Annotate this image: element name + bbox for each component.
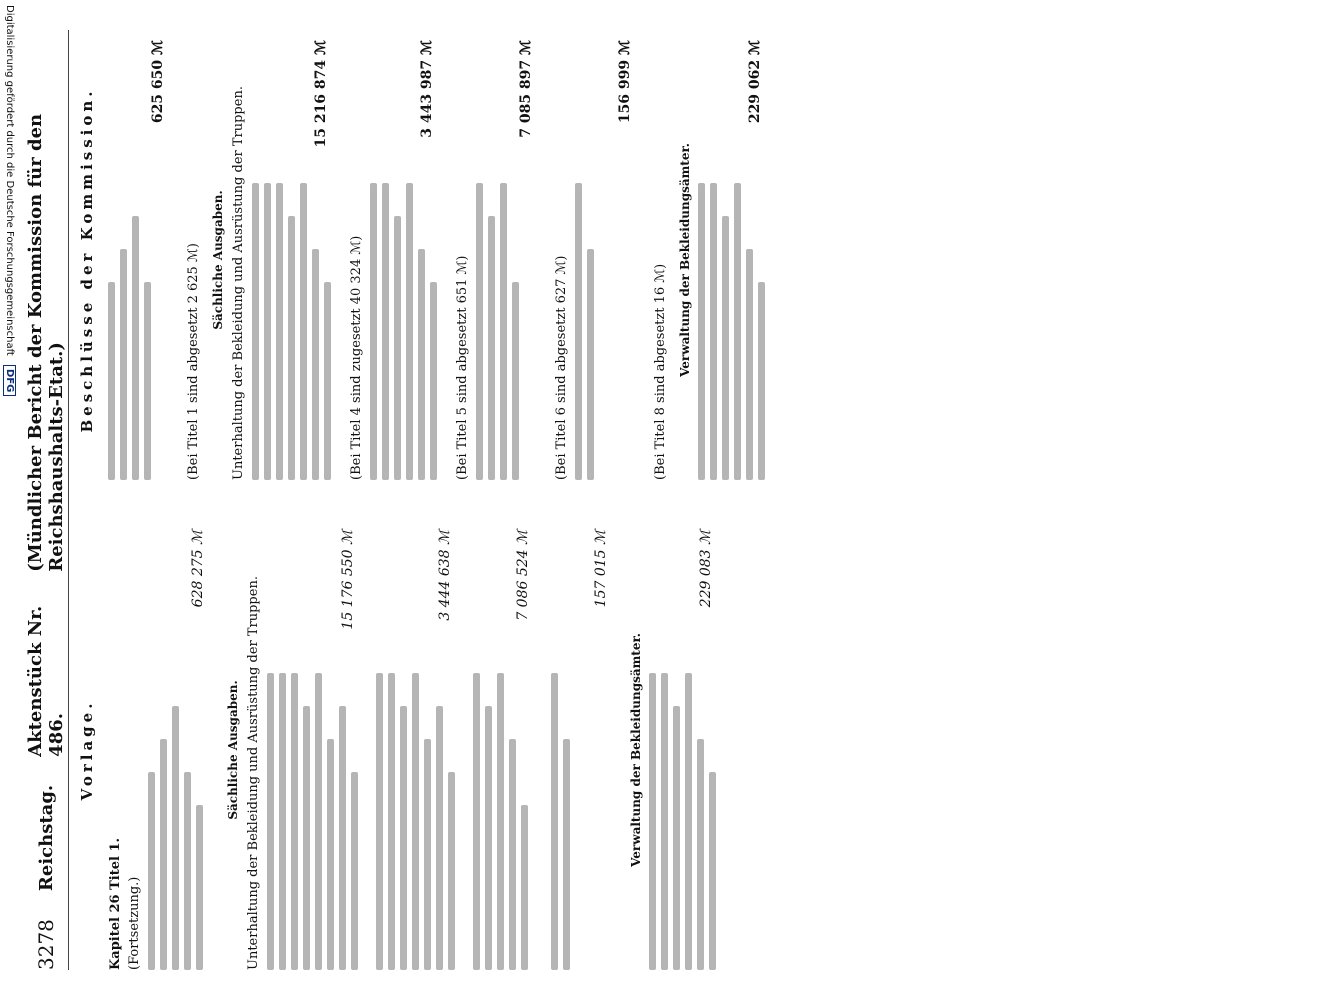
column-beschluesse xyxy=(78,40,783,480)
text-placeholder xyxy=(376,640,455,970)
change-note: (Bei Titel 8 sind abgesetzt 16 ℳ) xyxy=(653,263,668,480)
text-placeholder xyxy=(551,640,570,970)
chapter-line: Kapitel 26 Titel 1. xyxy=(108,837,123,970)
subsection-heading: Unterhaltung der Bekleidung und Ausrüstung der Truppen. xyxy=(231,86,246,480)
column-heading: Beschlüsse der Kommission. xyxy=(78,87,96,433)
entry-summe-titel-1 xyxy=(148,530,208,970)
amount: 3 443 987 ℳ xyxy=(419,40,435,138)
amount: 229 062 ℳ xyxy=(747,40,763,124)
entry-titel-9 xyxy=(698,40,765,480)
entry-titel-6 xyxy=(476,40,536,480)
section-heading: Verwaltung der Bekleidungsämter. xyxy=(678,143,692,377)
digitization-credit xyxy=(3,5,16,396)
entry-titel-4 xyxy=(267,530,358,970)
page-number: 3278 xyxy=(34,919,58,970)
text-placeholder xyxy=(370,150,437,480)
change-note: (Bei Titel 6 sind abgesetzt 627 ℳ) xyxy=(554,255,569,480)
entry-summe-titel-1 xyxy=(108,40,168,480)
entry-titel-5 xyxy=(370,40,437,480)
entry-titel-4 xyxy=(252,40,331,480)
amount: 625 650 ℳ xyxy=(150,40,166,124)
change-note: (Bei Titel 5 sind abgesetzt 651 ℳ) xyxy=(455,255,470,480)
change-note: (Bei Titel 1 sind abgesetzt 2 625 ℳ) xyxy=(186,243,201,480)
text-placeholder xyxy=(476,150,519,480)
section-heading: Sächliche Ausgaben. xyxy=(226,680,240,820)
digitization-note: Digitalisierung gefördert durch die Deutsche Forschungsgemeinschaft xyxy=(4,5,15,356)
text-placeholder xyxy=(698,150,765,480)
subsection-heading: Unterhaltung der Bekleidung und Ausrüstung der Truppen. xyxy=(246,576,261,970)
header-rule xyxy=(68,30,69,970)
entry-titel-6 xyxy=(473,530,533,970)
text-placeholder xyxy=(473,640,528,970)
entry-titel-8 xyxy=(551,530,611,970)
column-heading: Vorlage. xyxy=(78,699,96,801)
page-header xyxy=(25,30,67,970)
chapter-note: (Fortsetzung.) xyxy=(127,876,142,970)
document-subject: (Mündlicher Bericht der Kommission für den Reichshaushalts-Etat.) xyxy=(25,113,67,572)
amount: 15 176 550 ℳ xyxy=(340,530,356,630)
text-placeholder xyxy=(575,150,594,480)
amount: 15 216 874 ℳ xyxy=(313,40,329,148)
text-placeholder xyxy=(108,150,151,480)
dfg-logo: DFG xyxy=(3,365,16,396)
text-placeholder xyxy=(148,640,203,970)
publication-title: Reichstag. xyxy=(35,784,57,892)
text-placeholder xyxy=(252,150,331,480)
entry-titel-9 xyxy=(649,530,716,970)
amount: 3 444 638 ℳ xyxy=(437,530,453,621)
document-number: Aktenstück Nr. 486. xyxy=(25,605,67,757)
text-placeholder xyxy=(267,640,358,970)
text-placeholder xyxy=(649,640,716,970)
amount: 7 085 897 ℳ xyxy=(518,40,534,138)
entry-titel-8 xyxy=(575,40,635,480)
amount: 229 083 ℳ xyxy=(698,530,714,608)
amount: 628 275 ℳ xyxy=(190,530,206,608)
section-heading: Sächliche Ausgaben. xyxy=(211,190,225,330)
section-heading: Verwaltung der Bekleidungsämter. xyxy=(629,633,643,867)
column-vorlage xyxy=(78,530,734,970)
amount: 157 015 ℳ xyxy=(593,530,609,608)
change-note: (Bei Titel 4 sind zugesetzt 40 324 ℳ) xyxy=(349,235,364,480)
amount: 156 999 ℳ xyxy=(617,40,633,124)
amount: 7 086 524 ℳ xyxy=(515,530,531,621)
entry-titel-5 xyxy=(376,530,455,970)
